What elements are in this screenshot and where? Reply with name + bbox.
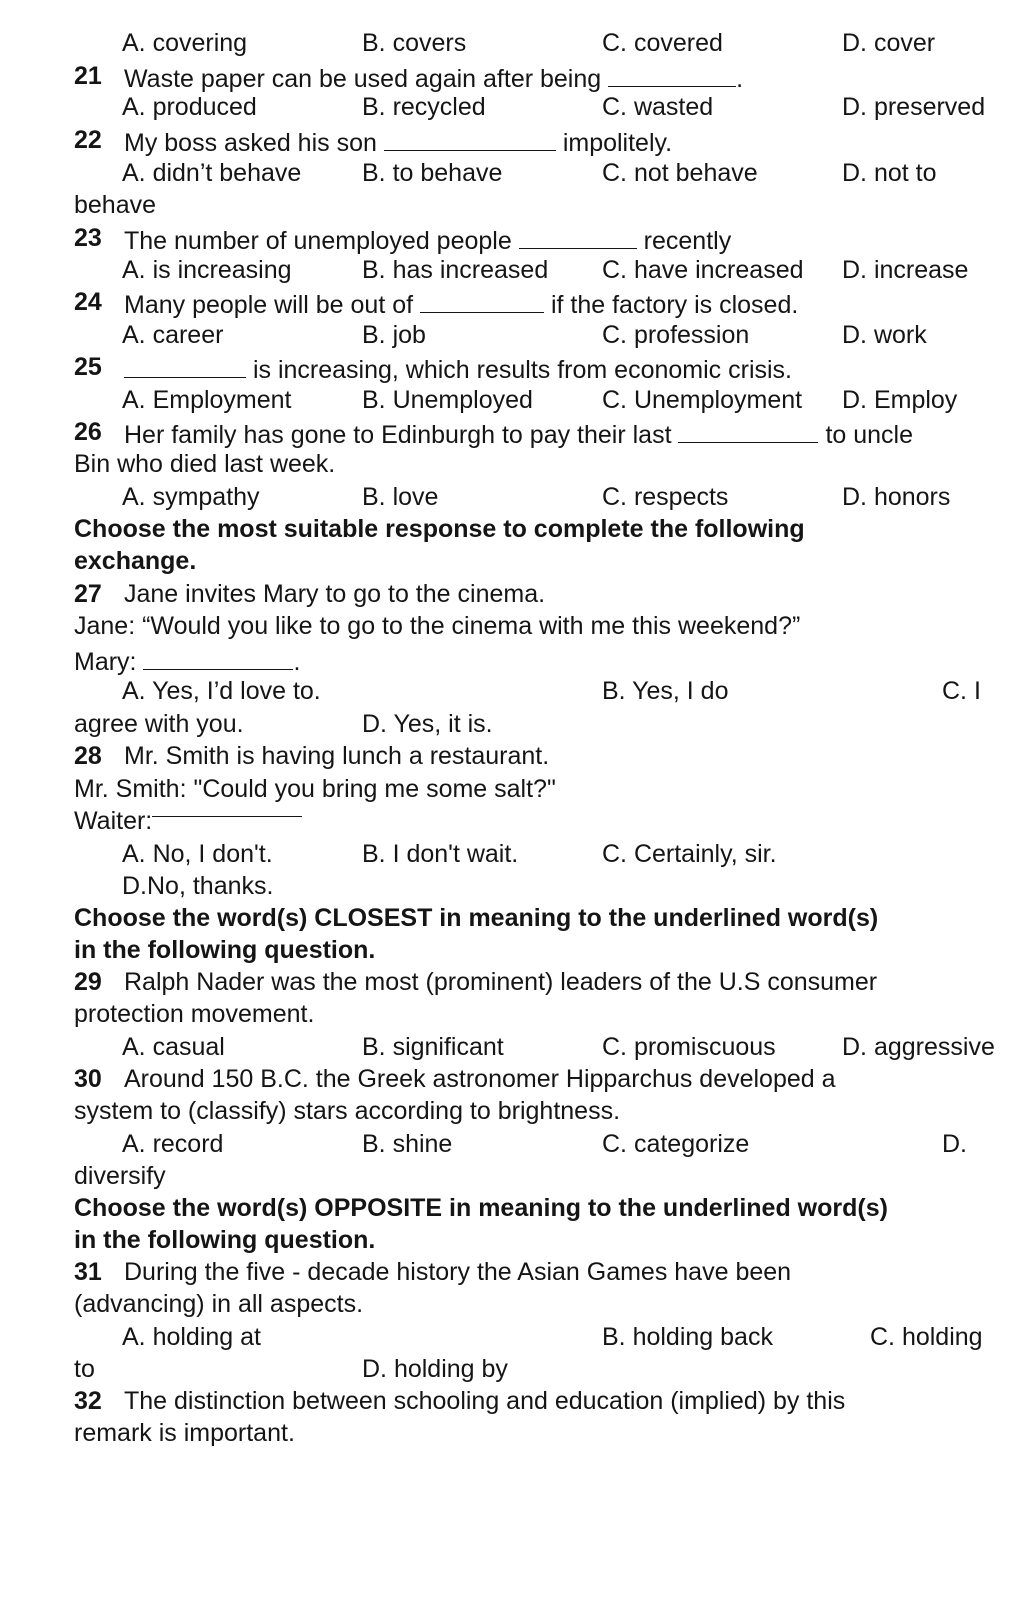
option-c: C. promiscuous: [602, 1033, 776, 1061]
answer-blank: [152, 816, 302, 817]
option-b: B. recycled: [362, 93, 486, 121]
question-stem-line2: Bin who died last week.: [74, 450, 336, 478]
section-heading-line2: in the following question.: [74, 936, 376, 964]
option-b: B. Yes, I do: [602, 677, 729, 705]
question-number: 21: [74, 62, 102, 90]
option-a: A. casual: [122, 1033, 225, 1061]
stem-end: impolitely.: [562, 129, 673, 157]
question-number: 26: [74, 418, 102, 446]
option-a: A. produced: [122, 93, 257, 121]
option-d: D. preserved: [842, 93, 986, 121]
question-stem-line2: remark is important.: [74, 1419, 295, 1447]
option-a: A. sympathy: [122, 483, 260, 511]
answer-blank: [143, 647, 293, 670]
option-c-wrap: to: [74, 1355, 95, 1383]
stem-text: Her family has gone to Edinburgh to pay their last: [124, 421, 672, 449]
option-c: C. respects: [602, 483, 729, 511]
stem-end: if the factory is closed.: [550, 291, 799, 319]
question-number: 23: [74, 224, 102, 252]
question-stem: [124, 290, 798, 318]
stem-end: .: [736, 65, 744, 93]
question-number: 28: [74, 742, 102, 770]
dialog-line: Jane: “Would you like to go to the cinema with me this weekend?”: [74, 612, 801, 640]
question-stem: [124, 355, 792, 383]
stem-end: is increasing, which results from economic crisis.: [252, 356, 793, 384]
stem-text: Many people will be out of: [124, 291, 414, 319]
answer-blank: [608, 64, 736, 87]
section-heading-line2: exchange.: [74, 547, 197, 575]
option-d: D. cover: [842, 29, 936, 57]
option-b: B. covers: [362, 29, 467, 57]
option-b: B. job: [362, 321, 426, 349]
question-stem: Around 150 B.C. the Greek astronomer Hipparchus developed a: [124, 1065, 836, 1093]
reply-line: [74, 809, 302, 834]
option-c: C. not behave: [602, 159, 758, 187]
question-number: 29: [74, 968, 102, 996]
question-number: 22: [74, 126, 102, 154]
option-c: C. wasted: [602, 93, 714, 121]
question-number: 32: [74, 1387, 102, 1415]
option-d: D.No, thanks.: [122, 872, 274, 900]
option-d: D. Yes, it is.: [362, 710, 493, 738]
option-a: A. Yes, I’d love to.: [122, 677, 321, 705]
option-b: B. Unemployed: [362, 386, 533, 414]
stem-end: recently: [643, 227, 732, 255]
option-d: D. not to: [842, 159, 937, 187]
option-b: B. to behave: [362, 159, 503, 187]
question-stem-line2: system to (classify) stars according to brightness.: [74, 1097, 621, 1125]
question-stem: [124, 420, 913, 448]
answer-blank: [420, 290, 544, 313]
option-d: D. aggressive: [842, 1033, 995, 1061]
answer-blank: [678, 420, 818, 443]
option-a: A. holding at: [122, 1323, 261, 1351]
option-b: B. shine: [362, 1130, 453, 1158]
speaker: Mary:: [74, 648, 137, 676]
option-c: C. categorize: [602, 1130, 750, 1158]
option-c: C. I: [942, 677, 981, 705]
speaker: Waiter:: [74, 807, 153, 835]
question-number: 25: [74, 353, 102, 381]
section-heading-line2: in the following question.: [74, 1226, 376, 1254]
answer-blank: [124, 355, 246, 378]
option-d: D. holding by: [362, 1355, 508, 1383]
option-b: B. holding back: [602, 1323, 773, 1351]
dialog-line: Mr. Smith: "Could you bring me some salt?": [74, 775, 556, 803]
reply-line: [74, 647, 300, 675]
question-stem: Ralph Nader was the most (prominent) leaders of the U.S consumer: [124, 968, 878, 996]
option-a: A. No, I don't.: [122, 840, 273, 868]
section-heading-line1: Choose the most suitable response to complete the following: [74, 515, 805, 543]
option-c: C. have increased: [602, 256, 804, 284]
option-c-wrap: agree with you.: [74, 710, 244, 738]
option-b: B. significant: [362, 1033, 504, 1061]
option-d: D. honors: [842, 483, 951, 511]
question-stem: Jane invites Mary to go to the cinema.: [124, 580, 546, 608]
option-b: B. I don't wait.: [362, 840, 519, 868]
answer-blank: [519, 226, 637, 249]
question-stem: [124, 226, 731, 254]
question-number: 27: [74, 580, 102, 608]
option-d: D. Employ: [842, 386, 958, 414]
option-a: A. Employment: [122, 386, 292, 414]
option-d: D. work: [842, 321, 927, 349]
question-stem-line2: protection movement.: [74, 1000, 315, 1028]
stem-end: .: [293, 648, 301, 676]
question-stem: [124, 128, 672, 156]
option-a: A. record: [122, 1130, 224, 1158]
question-stem: [124, 64, 743, 92]
option-d-wrap: diversify: [74, 1162, 166, 1190]
option-b: B. has increased: [362, 256, 549, 284]
question-number: 31: [74, 1258, 102, 1286]
option-c: C. profession: [602, 321, 750, 349]
section-heading-line1: Choose the word(s) OPPOSITE in meaning to the underlined word(s): [74, 1194, 888, 1222]
section-heading-line1: Choose the word(s) CLOSEST in meaning to the underlined word(s): [74, 904, 879, 932]
option-a: A. covering: [122, 29, 248, 57]
stem-text: My boss asked his son: [124, 129, 377, 157]
option-a: A. is increasing: [122, 256, 292, 284]
option-a: A. career: [122, 321, 224, 349]
option-c: C. covered: [602, 29, 723, 57]
option-b: B. love: [362, 483, 439, 511]
option-d: D.: [942, 1130, 967, 1158]
option-c: C. Unemployment: [602, 386, 803, 414]
question-stem-line2: (advancing) in all aspects.: [74, 1290, 364, 1318]
option-d-wrap: behave: [74, 191, 157, 219]
question-stem: During the five - decade history the Asian Games have been: [124, 1258, 792, 1286]
question-number: 24: [74, 288, 102, 316]
stem-end: to uncle: [825, 421, 913, 449]
question-stem: The distinction between schooling and education (implied) by this: [124, 1387, 846, 1415]
option-d: D. increase: [842, 256, 969, 284]
question-stem: Mr. Smith is having lunch a restaurant.: [124, 742, 550, 770]
answer-blank: [384, 128, 556, 151]
stem-text: The number of unemployed people: [124, 227, 512, 255]
option-a: A. didn’t behave: [122, 159, 302, 187]
option-c: C. holding: [870, 1323, 983, 1351]
option-c: C. Certainly, sir.: [602, 840, 777, 868]
question-number: 30: [74, 1065, 102, 1093]
stem-text: Waste paper can be used again after being: [124, 65, 602, 93]
